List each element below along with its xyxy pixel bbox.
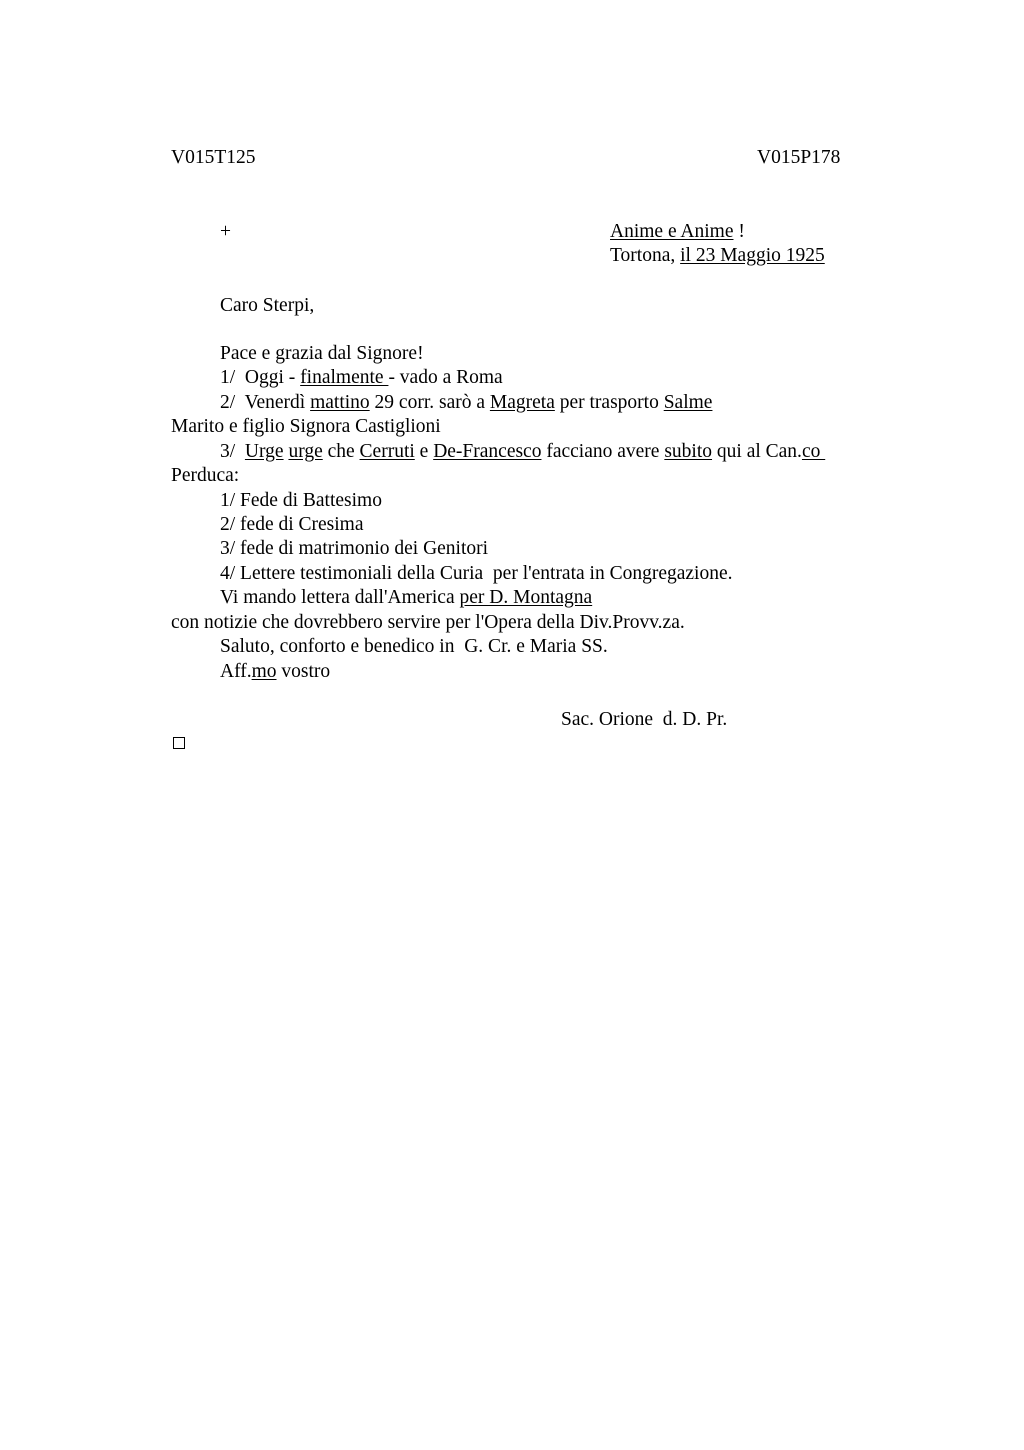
dateline-place: Tortona, xyxy=(610,245,681,266)
document-code-left: V015T125 xyxy=(171,147,256,168)
item-2-text-a: 2/ Venerdì xyxy=(220,392,311,413)
closing-underlined: mo xyxy=(251,661,277,682)
signature: Sac. Orione d. D. Pr. xyxy=(561,709,728,730)
item-3-underlined-4: De-Francesco xyxy=(433,441,542,462)
item-3-continuation: Perduca: xyxy=(171,465,240,486)
america-underlined: per D. Montagna xyxy=(459,587,593,608)
dateline-date: il 23 Maggio 1925 xyxy=(680,245,825,266)
greeting: Pace e grazia dal Signore! xyxy=(220,343,424,364)
motto xyxy=(610,220,745,244)
item-3-text-a: 3/ xyxy=(220,441,245,462)
cross-symbol: + xyxy=(220,221,231,242)
dateline xyxy=(610,244,825,268)
document-item-3: 3/ fede di matrimonio dei Genitori xyxy=(220,538,489,559)
america-continuation: con notizie che dovrebbero servire per l'Opera della Div.Provv.za. xyxy=(171,612,685,633)
item-3-text-e: qui al Can. xyxy=(712,441,802,462)
item-1-underlined: finalmente xyxy=(300,367,389,388)
motto-text: Anime e Anime xyxy=(610,221,734,242)
item-2-underlined-3: Salme xyxy=(663,392,713,413)
document-item-4: 4/ Lettere testimoniali della Curia per l'entrata in Congregazione. xyxy=(220,563,733,584)
checkbox-icon xyxy=(173,737,185,749)
document-item-1: 1/ Fede di Battesimo xyxy=(220,490,382,511)
item-3-underlined-1: Urge xyxy=(244,441,284,462)
blessing: Saluto, conforto e benedico in G. Cr. e Maria SS. xyxy=(220,636,608,657)
item-3-text-b: che xyxy=(322,441,360,462)
item-3-underlined-6: co xyxy=(801,441,826,462)
item-3-underlined-5: subito xyxy=(664,441,713,462)
item-2-text-c: per trasporto xyxy=(554,392,664,413)
item-2-continuation: Marito e figlio Signora Castiglioni xyxy=(171,416,441,437)
closing-text-b: vostro xyxy=(276,661,331,682)
closing xyxy=(220,660,330,684)
item-2-text-b: 29 corr. sarò a xyxy=(369,392,490,413)
item-1 xyxy=(220,366,503,390)
america-text: Vi mando lettera dall'America xyxy=(220,587,460,608)
item-3-underlined-3: Cerruti xyxy=(359,441,415,462)
item-3 xyxy=(220,440,825,464)
item-1-text-b: - vado a Roma xyxy=(388,367,503,388)
document-item-2: 2/ fede di Cresima xyxy=(220,514,364,535)
item-3-text-c: e xyxy=(414,441,434,462)
salutation: Caro Sterpi, xyxy=(220,295,315,316)
closing-text-a: Aff. xyxy=(220,661,252,682)
document-code-right: V015P178 xyxy=(757,147,841,168)
item-2 xyxy=(220,391,712,415)
item-1-text-a: 1/ Oggi - xyxy=(220,367,301,388)
item-3-underlined-2: urge xyxy=(288,441,323,462)
item-2-underlined-1: mattino xyxy=(310,392,370,413)
item-2-underlined-2: Magreta xyxy=(489,392,555,413)
america-line xyxy=(220,586,592,610)
motto-suffix: ! xyxy=(733,221,745,242)
item-3-text-d: facciano avere xyxy=(541,441,665,462)
